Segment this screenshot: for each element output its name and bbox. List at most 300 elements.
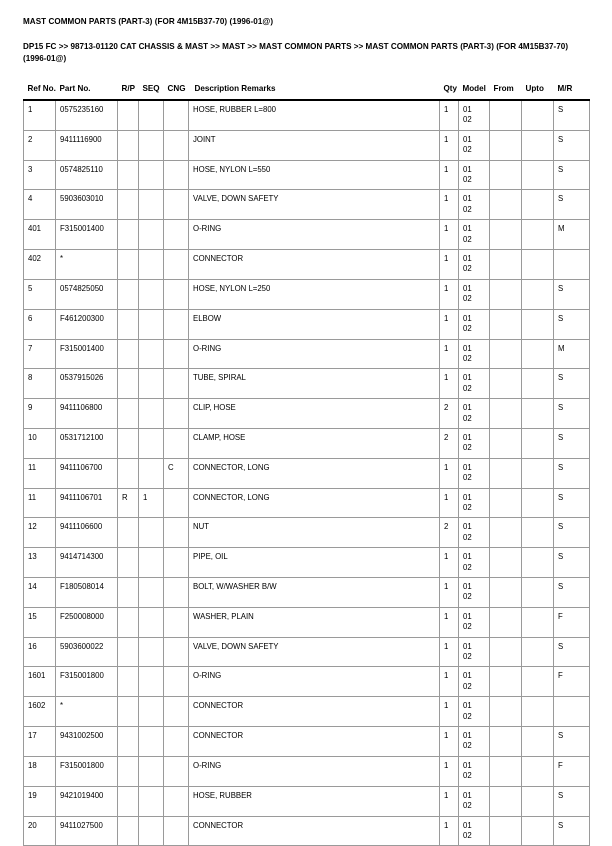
cell-qty: 1: [440, 458, 459, 488]
model-code: 01: [463, 283, 472, 293]
cell-from: [490, 220, 522, 250]
cell-seq: [139, 190, 164, 220]
parts-table-header: [24, 84, 590, 100]
model-code: 01: [463, 760, 472, 770]
cell-model: [459, 816, 490, 846]
cell-from: [490, 637, 522, 667]
cell-ref: 5: [24, 279, 56, 309]
cell-part: 9411027500: [56, 816, 118, 846]
cell-upto: [522, 548, 554, 578]
cell-part: 9411106700: [56, 458, 118, 488]
cell-mr: S: [554, 160, 590, 190]
model-code: 01: [463, 790, 472, 800]
cell-mr: [554, 697, 590, 727]
cell-desc: VALVE, DOWN SAFETY: [189, 637, 440, 667]
table-row: [24, 578, 590, 608]
cell-from: [490, 667, 522, 697]
cell-ref: 17: [24, 727, 56, 757]
table-row: [24, 637, 590, 667]
cell-mr: S: [554, 786, 590, 816]
table-row: [24, 369, 590, 399]
cell-from: [490, 160, 522, 190]
cell-cng: [164, 250, 189, 280]
cell-part: F250008000: [56, 607, 118, 637]
cell-part: 9411106600: [56, 518, 118, 548]
cell-desc: JOINT: [189, 130, 440, 160]
cell-upto: [522, 667, 554, 697]
model-code: 01: [463, 492, 472, 502]
cell-model: [459, 160, 490, 190]
cell-cng: [164, 667, 189, 697]
cell-model: [459, 667, 490, 697]
cell-qty: 1: [440, 607, 459, 637]
cell-desc: CONNECTOR, LONG: [189, 488, 440, 518]
cell-from: [490, 786, 522, 816]
model-code: 02: [463, 175, 472, 185]
cell-seq: [139, 548, 164, 578]
cell-model: [459, 697, 490, 727]
cell-part: F315001400: [56, 339, 118, 369]
cell-cng: C: [164, 458, 189, 488]
cell-rp: [118, 399, 139, 429]
table-row: [24, 100, 590, 130]
cell-mr: S: [554, 428, 590, 458]
table-row: [24, 816, 590, 846]
cell-desc: HOSE, NYLON L=550: [189, 160, 440, 190]
cell-part: 9421019400: [56, 786, 118, 816]
cell-ref: 10: [24, 428, 56, 458]
cell-from: [490, 518, 522, 548]
cell-ref: 8: [24, 369, 56, 399]
cell-upto: [522, 309, 554, 339]
cell-mr: S: [554, 279, 590, 309]
cell-qty: 1: [440, 160, 459, 190]
model-code: 02: [463, 324, 472, 334]
cell-mr: S: [554, 727, 590, 757]
cell-from: [490, 130, 522, 160]
cell-part: *: [56, 697, 118, 727]
cell-from: [490, 428, 522, 458]
model-code: 01: [463, 134, 472, 144]
cell-from: [490, 190, 522, 220]
cell-seq: [139, 637, 164, 667]
cell-cng: [164, 399, 189, 429]
model-code: 01: [463, 313, 472, 323]
cell-mr: F: [554, 756, 590, 786]
cell-ref: 1601: [24, 667, 56, 697]
cell-upto: [522, 816, 554, 846]
cell-seq: [139, 279, 164, 309]
cell-part: 0531712100: [56, 428, 118, 458]
column-header-upto: Upto: [525, 84, 544, 93]
cell-rp: [118, 369, 139, 399]
cell-part: 9411106800: [56, 399, 118, 429]
cell-rp: [118, 428, 139, 458]
cell-qty: 1: [440, 697, 459, 727]
cell-rp: [118, 160, 139, 190]
cell-from: [490, 339, 522, 369]
model-code: 02: [463, 443, 472, 453]
table-row: [24, 786, 590, 816]
cell-desc: VALVE, DOWN SAFETY: [189, 190, 440, 220]
table-row: [24, 727, 590, 757]
cell-cng: [164, 428, 189, 458]
cell-part: 0574825050: [56, 279, 118, 309]
cell-model: [459, 488, 490, 518]
cell-seq: [139, 399, 164, 429]
model-code: 01: [463, 105, 472, 114]
model-code: 02: [463, 801, 472, 811]
cell-ref: 18: [24, 756, 56, 786]
cell-seq: [139, 518, 164, 548]
model-code: 02: [463, 145, 472, 155]
cell-ref: 402: [24, 250, 56, 280]
cell-desc: CLAMP, HOSE: [189, 428, 440, 458]
cell-rp: [118, 637, 139, 667]
model-code: 01: [463, 373, 472, 383]
cell-from: [490, 250, 522, 280]
cell-qty: 1: [440, 100, 459, 130]
table-row: [24, 160, 590, 190]
cell-upto: [522, 339, 554, 369]
cell-upto: [522, 399, 554, 429]
model-code: 02: [463, 502, 472, 512]
cell-ref: 16: [24, 637, 56, 667]
cell-model: [459, 727, 490, 757]
cell-seq: [139, 697, 164, 727]
cell-seq: [139, 309, 164, 339]
cell-from: [490, 488, 522, 518]
cell-mr: S: [554, 548, 590, 578]
cell-mr: S: [554, 488, 590, 518]
cell-part: 0575235160: [56, 100, 118, 130]
model-code: 02: [463, 353, 472, 363]
model-code: 02: [463, 592, 472, 602]
cell-desc: CLIP, HOSE: [189, 399, 440, 429]
cell-rp: [118, 339, 139, 369]
cell-model: [459, 756, 490, 786]
model-code: 01: [463, 462, 472, 472]
column-header-rp: R/P: [121, 84, 135, 93]
model-code: 01: [463, 731, 472, 741]
cell-ref: 15: [24, 607, 56, 637]
cell-rp: [118, 756, 139, 786]
parts-table: [23, 84, 590, 846]
model-code: 01: [463, 403, 472, 413]
model-code: 02: [463, 264, 472, 274]
cell-mr: S: [554, 458, 590, 488]
cell-from: [490, 369, 522, 399]
cell-ref: 1602: [24, 697, 56, 727]
model-code: 02: [463, 204, 472, 214]
cell-qty: 1: [440, 190, 459, 220]
column-header-qty: Qty: [443, 84, 457, 93]
cell-cng: [164, 816, 189, 846]
cell-upto: [522, 458, 554, 488]
cell-ref: 401: [24, 220, 56, 250]
cell-mr: S: [554, 190, 590, 220]
table-row: [24, 548, 590, 578]
cell-mr: M: [554, 220, 590, 250]
model-code: 02: [463, 413, 472, 423]
cell-cng: [164, 160, 189, 190]
cell-seq: [139, 100, 164, 130]
cell-desc: NUT: [189, 518, 440, 548]
cell-cng: [164, 518, 189, 548]
cell-mr: F: [554, 667, 590, 697]
cell-upto: [522, 428, 554, 458]
cell-desc: BOLT, W/WASHER B/W: [189, 578, 440, 608]
cell-model: [459, 458, 490, 488]
cell-mr: S: [554, 309, 590, 339]
model-code: 01: [463, 343, 472, 353]
cell-desc: PIPE, OIL: [189, 548, 440, 578]
cell-ref: 11: [24, 488, 56, 518]
model-code: 02: [463, 383, 472, 393]
cell-model: [459, 786, 490, 816]
model-code: 01: [463, 641, 472, 651]
column-header-mr: M/R: [557, 84, 573, 93]
cell-upto: [522, 369, 554, 399]
cell-from: [490, 697, 522, 727]
column-header-desc: Description Remarks: [194, 84, 276, 93]
table-row: [24, 130, 590, 160]
cell-cng: [164, 309, 189, 339]
cell-qty: 1: [440, 130, 459, 160]
cell-from: [490, 578, 522, 608]
cell-part: F315001400: [56, 220, 118, 250]
cell-part: F315001800: [56, 667, 118, 697]
cell-upto: [522, 637, 554, 667]
cell-cng: [164, 100, 189, 130]
cell-model: [459, 130, 490, 160]
cell-qty: 1: [440, 727, 459, 757]
cell-qty: 2: [440, 399, 459, 429]
cell-upto: [522, 578, 554, 608]
cell-desc: WASHER, PLAIN: [189, 607, 440, 637]
table-row: [24, 667, 590, 697]
cell-rp: [118, 250, 139, 280]
cell-model: [459, 399, 490, 429]
cell-seq: 1: [139, 488, 164, 518]
cell-rp: [118, 578, 139, 608]
cell-part: 9411106701: [56, 488, 118, 518]
cell-desc: HOSE, RUBBER L=800: [189, 100, 440, 130]
model-code: 01: [463, 254, 472, 264]
cell-seq: [139, 428, 164, 458]
breadcrumb: DP15 FC >> 98713-01120 CAT CHASSIS & MAST >> MAST >> MAST COMMON PARTS >> MAST COMMON PARTS (PART-3) (FOR 4M15B37-70) (1996-01@): [23, 42, 569, 63]
cell-cng: [164, 488, 189, 518]
cell-qty: 1: [440, 786, 459, 816]
cell-rp: [118, 279, 139, 309]
cell-cng: [164, 190, 189, 220]
cell-model: [459, 220, 490, 250]
column-header-ref: Ref No.: [27, 84, 56, 93]
cell-mr: S: [554, 518, 590, 548]
table-row: [24, 428, 590, 458]
cell-seq: [139, 786, 164, 816]
model-code: 01: [463, 820, 472, 830]
cell-mr: S: [554, 578, 590, 608]
cell-mr: [554, 250, 590, 280]
cell-cng: [164, 130, 189, 160]
column-header-model: Model: [462, 84, 486, 93]
model-code: 02: [463, 115, 472, 125]
cell-from: [490, 399, 522, 429]
cell-ref: 1: [24, 100, 56, 130]
cell-part: F315001800: [56, 756, 118, 786]
cell-qty: 1: [440, 756, 459, 786]
cell-rp: [118, 190, 139, 220]
cell-rp: [118, 667, 139, 697]
cell-upto: [522, 727, 554, 757]
cell-rp: [118, 100, 139, 130]
model-code: 02: [463, 741, 472, 751]
cell-rp: [118, 786, 139, 816]
model-code: 02: [463, 294, 472, 304]
parts-table-body: [24, 100, 590, 846]
cell-mr: S: [554, 637, 590, 667]
cell-mr: S: [554, 100, 590, 130]
model-code: 01: [463, 701, 472, 711]
model-code: 01: [463, 552, 472, 562]
column-header-seq: SEQ: [142, 84, 160, 93]
table-row: [24, 309, 590, 339]
cell-from: [490, 727, 522, 757]
cell-upto: [522, 697, 554, 727]
model-code: 01: [463, 164, 472, 174]
cell-rp: [118, 458, 139, 488]
cell-qty: 1: [440, 250, 459, 280]
cell-from: [490, 816, 522, 846]
cell-upto: [522, 130, 554, 160]
cell-rp: [118, 697, 139, 727]
page-title: MAST COMMON PARTS (PART-3) (FOR 4M15B37-70) (1996-01@): [23, 17, 274, 26]
cell-from: [490, 309, 522, 339]
cell-rp: [118, 220, 139, 250]
cell-seq: [139, 578, 164, 608]
cell-part: 5903600022: [56, 637, 118, 667]
cell-seq: [139, 667, 164, 697]
cell-seq: [139, 250, 164, 280]
model-code: 02: [463, 711, 472, 721]
cell-cng: [164, 548, 189, 578]
cell-from: [490, 548, 522, 578]
cell-cng: [164, 578, 189, 608]
cell-mr: S: [554, 816, 590, 846]
model-code: 02: [463, 681, 472, 691]
table-row: [24, 518, 590, 548]
cell-qty: 1: [440, 816, 459, 846]
cell-upto: [522, 190, 554, 220]
model-code: 01: [463, 194, 472, 204]
cell-desc: CONNECTOR, LONG: [189, 458, 440, 488]
cell-ref: 4: [24, 190, 56, 220]
cell-part: *: [56, 250, 118, 280]
cell-seq: [139, 458, 164, 488]
model-code: 02: [463, 234, 472, 244]
cell-qty: 1: [440, 339, 459, 369]
cell-model: [459, 578, 490, 608]
table-row: [24, 279, 590, 309]
cell-desc: O-RING: [189, 756, 440, 786]
cell-from: [490, 279, 522, 309]
cell-ref: 12: [24, 518, 56, 548]
cell-desc: CONNECTOR: [189, 727, 440, 757]
cell-cng: [164, 607, 189, 637]
cell-qty: 1: [440, 578, 459, 608]
cell-seq: [139, 369, 164, 399]
cell-mr: S: [554, 369, 590, 399]
cell-part: 0537915026: [56, 369, 118, 399]
cell-qty: 2: [440, 518, 459, 548]
model-code: 01: [463, 432, 472, 442]
cell-upto: [522, 279, 554, 309]
cell-ref: 2: [24, 130, 56, 160]
table-row: [24, 250, 590, 280]
cell-rp: [118, 816, 139, 846]
cell-model: [459, 279, 490, 309]
cell-ref: 19: [24, 786, 56, 816]
cell-rp: [118, 309, 139, 339]
table-row: [24, 190, 590, 220]
cell-model: [459, 637, 490, 667]
model-code: 02: [463, 532, 472, 542]
cell-seq: [139, 339, 164, 369]
table-row: [24, 399, 590, 429]
cell-model: [459, 548, 490, 578]
cell-ref: 6: [24, 309, 56, 339]
cell-seq: [139, 756, 164, 786]
cell-desc: O-RING: [189, 667, 440, 697]
cell-upto: [522, 100, 554, 130]
model-code: 02: [463, 771, 472, 781]
cell-desc: TUBE, SPIRAL: [189, 369, 440, 399]
cell-rp: [118, 727, 139, 757]
cell-qty: 1: [440, 220, 459, 250]
column-header-cng: CNG: [167, 84, 186, 93]
cell-ref: 9: [24, 399, 56, 429]
cell-model: [459, 100, 490, 130]
cell-seq: [139, 607, 164, 637]
table-row: [24, 756, 590, 786]
cell-upto: [522, 220, 554, 250]
cell-mr: M: [554, 339, 590, 369]
cell-part: 9414714300: [56, 548, 118, 578]
model-code: 02: [463, 473, 472, 483]
cell-part: 5903603010: [56, 190, 118, 220]
cell-cng: [164, 697, 189, 727]
cell-mr: S: [554, 399, 590, 429]
cell-cng: [164, 220, 189, 250]
cell-rp: [118, 130, 139, 160]
model-code: 01: [463, 611, 472, 621]
cell-cng: [164, 637, 189, 667]
cell-qty: 1: [440, 369, 459, 399]
cell-model: [459, 369, 490, 399]
cell-ref: 7: [24, 339, 56, 369]
cell-from: [490, 458, 522, 488]
table-row: [24, 697, 590, 727]
cell-ref: 3: [24, 160, 56, 190]
cell-upto: [522, 756, 554, 786]
cell-mr: S: [554, 130, 590, 160]
cell-rp: [118, 548, 139, 578]
table-row: [24, 339, 590, 369]
cell-qty: 1: [440, 279, 459, 309]
cell-part: 0574825110: [56, 160, 118, 190]
cell-part: F180508014: [56, 578, 118, 608]
